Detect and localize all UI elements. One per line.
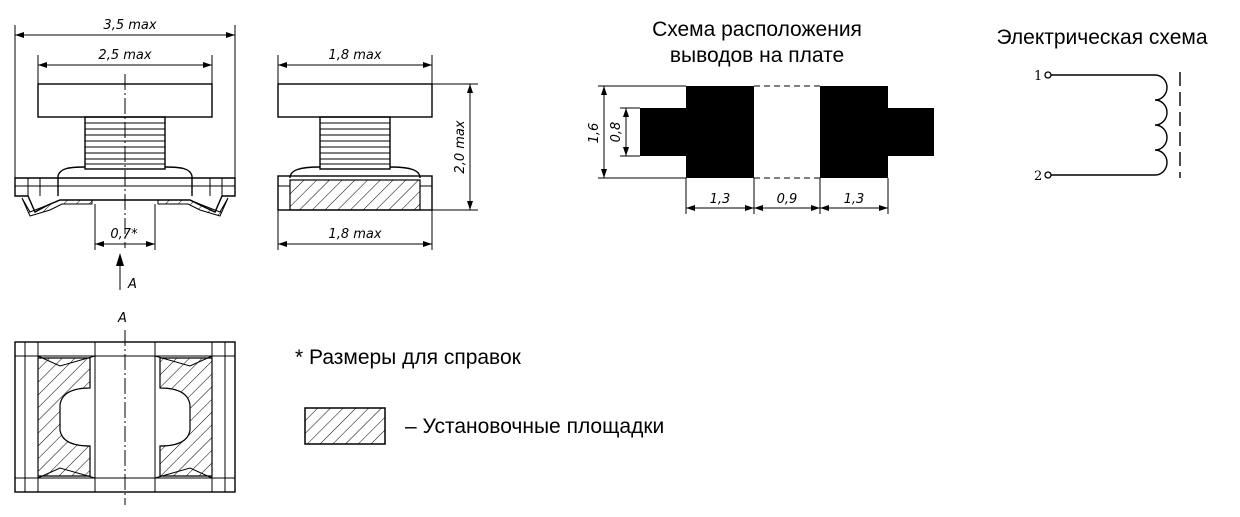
- side-height-label: 2,0 max: [453, 120, 468, 174]
- left-pad-tab: [640, 108, 690, 156]
- pin1-terminal: [1045, 72, 1051, 78]
- height-outer-dimension: [587, 86, 607, 178]
- side-top-width-dimension: [278, 48, 432, 68]
- view-arrow-label: A: [128, 277, 137, 292]
- inductor-coil: [1051, 75, 1167, 175]
- side-top-width-label: 1,8 max: [328, 48, 382, 63]
- flange-width-label: 2,5 max: [98, 48, 152, 63]
- pin2-label: 2: [1034, 169, 1043, 184]
- side-coil: [320, 117, 390, 169]
- schematic: [997, 26, 1208, 184]
- pad-gap-label: 0,7*: [110, 227, 138, 242]
- right-lead-wire: [165, 167, 192, 196]
- flange-width-dimension: [38, 48, 212, 68]
- width-dimensions: [686, 192, 888, 211]
- side-bottom-width-label: 1,8 max: [328, 227, 382, 242]
- side-terminal-hatch: [290, 180, 420, 210]
- pin1-label: 1: [1034, 69, 1043, 84]
- front-view: [15, 18, 235, 292]
- overall-width-dimension: [15, 18, 235, 38]
- legend-hatch-swatch: [305, 408, 385, 444]
- reference-note: * Размеры для справок: [295, 346, 521, 369]
- bottom-view-label: A: [118, 311, 127, 326]
- left-lead-wire: [58, 167, 85, 196]
- footprint-title-line2: выводов на плате: [669, 44, 845, 67]
- schematic-title: Электрическая схема: [996, 26, 1208, 49]
- width-left-label: 1,3: [709, 192, 731, 207]
- right-pad-tab: [884, 108, 934, 156]
- side-bottom-width-dimension: [278, 227, 432, 247]
- bottom-right-pad: [160, 358, 212, 476]
- height-inner-dimension: [609, 108, 629, 156]
- footprint-title-line1: Схема расположения: [652, 18, 862, 41]
- overall-width-label: 3,5 max: [103, 18, 157, 33]
- bottom-view: [15, 311, 235, 505]
- height-outer-label: 1,6: [587, 122, 602, 144]
- side-view: [278, 48, 478, 250]
- footprint: [587, 18, 934, 214]
- pin2-terminal: [1045, 172, 1051, 178]
- side-top-flange: [278, 84, 432, 117]
- side-height-dimension: [453, 84, 473, 210]
- view-arrow: [116, 253, 137, 292]
- height-inner-label: 0,8: [609, 121, 624, 143]
- bottom-left-pad: [38, 358, 90, 476]
- left-pad-outer: [686, 86, 754, 178]
- width-right-label: 1,3: [843, 192, 865, 207]
- side-winding-lines: [320, 123, 390, 164]
- notes: [295, 346, 664, 444]
- legend-text: – Установочные площадки: [405, 415, 665, 438]
- width-gap-label: 0,9: [776, 192, 798, 207]
- right-pad-outer: [820, 86, 888, 178]
